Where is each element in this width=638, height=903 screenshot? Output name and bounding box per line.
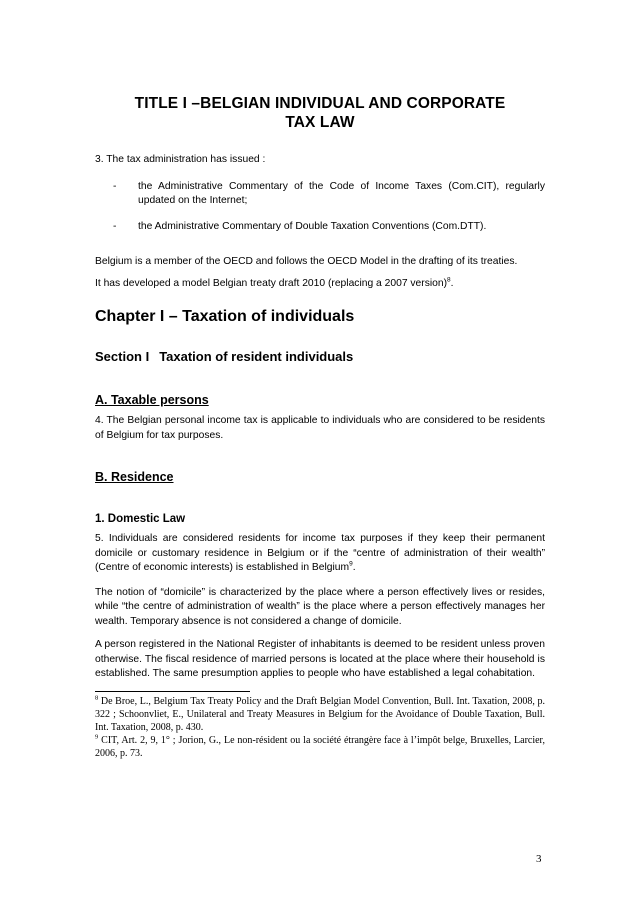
bullet-text: the Administrative Commentary of the Code of Income Taxes (Com.CIT), regularly updated on the Internet; (138, 180, 545, 206)
paragraph-3: 3. The tax administration has issued : (95, 154, 266, 165)
paragraph-5 (95, 532, 545, 576)
footnote-text: CIT, Art. 2, 9, 1° ; Jorion, G., Le non-résident ou la société étrangère face à l’impôt belge, Bruxelles, Larcier, 2006, p. 73. (95, 735, 545, 760)
register-paragraph: A person registered in the National Register of inhabitants is deemed to be resident unless proven otherwise. The fiscal residence of married persons is located at the place where their household is established. The same presumption applies to people who have established a legal cohabitation. (95, 639, 545, 679)
footnote-9 (95, 734, 545, 760)
model-treaty-paragraph (95, 277, 545, 292)
document-title (95, 94, 545, 132)
oecd-paragraph: Belgium is a member of the OECD and follows the OECD Model in the drafting of its treaties. (95, 256, 518, 267)
model-treaty-text: It has developed a model Belgian treaty draft 2010 (replacing a 2007 version) (95, 277, 448, 289)
bullet-item (95, 220, 545, 235)
sentence-end: . (352, 562, 356, 573)
page-number: 3 (536, 853, 542, 865)
bullet-text: the Administrative Commentary of Double Taxation Conventions (Com.DTT). (138, 220, 487, 232)
subheading-a: A. Taxable persons (95, 393, 209, 407)
footnote-number: 9 (95, 733, 99, 741)
subheading-b: B. Residence (95, 470, 174, 484)
bullet-dash: - (113, 220, 117, 232)
footnote-ref-9: 9 (349, 560, 353, 568)
paragraph-5-text: 5. Individuals are considered residents for income tax purposes if they keep their permanent domicile or customary residence in Belgium or if the “centre of administration of their wealth” (Centre of economic interests) is established in Belgium (95, 533, 545, 573)
page-content (95, 94, 545, 761)
domicile-paragraph: The notion of “domicile” is characterized by the place where a person effectively lives or resides, while “the centre of administration of wealth” is the place where a person effectively manages her wealth. Temporary absence is not considered a change of domicile. (95, 586, 545, 627)
title-line-1: TITLE I –BELGIAN INDIVIDUAL AND CORPORATE (134, 95, 506, 112)
section-heading (95, 349, 545, 365)
footnote-number: 8 (95, 694, 99, 702)
footnote-text: De Broe, L., Belgium Tax Treaty Policy and the Draft Belgian Model Convention, Bull. Int. Taxation, 2008, p. 322 ; Schoonvliet, E., Unilateral and Treaty Measures in Belgium for the Avoidance of Double Taxation, Bull. Int. Taxation, 2008, p. 430. (95, 695, 545, 733)
sentence-end: . (450, 277, 454, 289)
bullet-dash: - (113, 180, 117, 192)
section-number: Section I (95, 349, 150, 364)
paragraph-4: 4. The Belgian personal income tax is applicable to individuals who are considered to be residents of Belgium for tax purposes. (95, 415, 545, 441)
footnote-8 (95, 695, 545, 735)
footnote-separator (95, 691, 250, 692)
footnote-ref-8: 8 (447, 276, 451, 284)
section-title: Taxation of resident individuals (159, 349, 354, 364)
chapter-heading: Chapter I – Taxation of individuals (95, 308, 355, 325)
title-line-2: TAX LAW (285, 114, 355, 131)
subheading-domestic-law: 1. Domestic Law (95, 513, 186, 525)
bullet-item (95, 180, 545, 209)
